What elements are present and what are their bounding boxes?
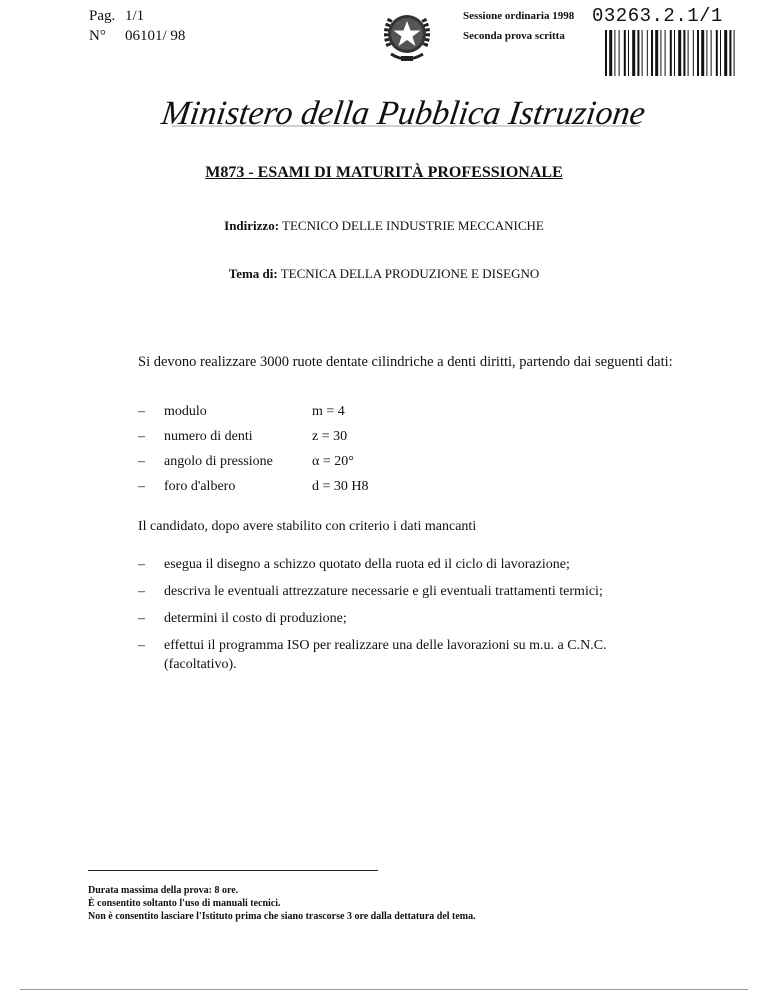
footnote-line: Durata massima della prova: 8 ore. xyxy=(88,885,239,896)
session-line: Sessione ordinaria 1998 xyxy=(463,10,575,22)
intro-paragraph: Si devono realizzare 3000 ruote dentate cilindriche a denti diritti, partendo dai seguenti dati: xyxy=(138,354,673,370)
footnotes xyxy=(88,884,476,923)
exam-title-text: M873 - ESAMI DI MATURITÀ PROFESSIONALE xyxy=(205,164,563,181)
page-label: Pag. xyxy=(89,8,116,24)
parameter-row xyxy=(138,479,538,504)
page-number: 1/1 xyxy=(125,8,145,24)
parameter-list xyxy=(138,404,538,504)
ministry-title xyxy=(0,88,768,136)
task-item xyxy=(138,609,678,628)
parameter-row xyxy=(138,454,538,479)
tema-line xyxy=(0,266,768,282)
list-dash: – xyxy=(138,479,145,494)
parameter-label: angolo di pressione xyxy=(164,454,273,469)
parameter-value: z = 30 xyxy=(312,429,348,444)
task-text: determini il costo di produzione; xyxy=(164,611,347,626)
footnote-line: È consentito soltanto l'uso di manuali tecnici. xyxy=(88,898,281,909)
task-item xyxy=(138,555,678,574)
task-item xyxy=(138,636,678,674)
parameter-label: modulo xyxy=(164,404,207,419)
republic-emblem-icon xyxy=(379,4,435,68)
footnote-line: Non è consentito lasciare l'Istituto prima che siano trascorse 3 ore dalla dettatura del tema. xyxy=(88,911,476,922)
page-bottom-rule xyxy=(20,989,748,990)
list-dash: – xyxy=(138,404,145,419)
parameter-label: foro d'albero xyxy=(164,479,236,494)
indirizzo-line xyxy=(0,218,768,234)
parameter-row xyxy=(138,429,538,454)
tema-label: Tema di: xyxy=(228,266,278,281)
candidate-line: Il candidato, dopo avere stabilito con criterio i dati mancanti xyxy=(138,519,477,534)
parameter-label: numero di denti xyxy=(164,429,253,444)
list-dash: – xyxy=(138,557,145,572)
ministry-title-text: Ministero della Pubblica Istruzione xyxy=(159,95,648,132)
task-text: descriva le eventuali attrezzature necessarie e gli eventuali trattamenti termici; xyxy=(164,584,603,599)
parameter-value: m = 4 xyxy=(312,404,345,419)
indirizzo-label: Indirizzo: xyxy=(224,218,280,233)
list-dash: – xyxy=(138,611,145,626)
list-dash: – xyxy=(138,638,145,653)
list-dash: – xyxy=(138,429,145,444)
parameter-row xyxy=(138,404,538,429)
task-list xyxy=(138,555,678,682)
list-dash: – xyxy=(138,454,145,469)
list-dash: – xyxy=(138,584,145,599)
protocol-number: 06101/ 98 xyxy=(125,28,186,44)
exam-title xyxy=(0,164,768,182)
footnote-divider xyxy=(88,870,378,871)
task-text: effettui il programma ISO per realizzare una delle lavorazioni su m.u. a C.N.C. (facoltativo). xyxy=(164,638,607,672)
document-code: 03263.2.1/1 xyxy=(592,5,723,27)
protocol-label: N° xyxy=(89,28,106,44)
tema-value: TECNICA DELLA PRODUZIONE E DISEGNO xyxy=(280,266,540,281)
task-text: esegua il disegno a schizzo quotato della ruota ed il ciclo di lavorazione; xyxy=(164,557,570,572)
parameter-value: d = 30 H8 xyxy=(312,479,369,494)
session-info xyxy=(463,9,574,49)
task-item xyxy=(138,582,678,601)
barcode-icon xyxy=(605,30,737,76)
test-line: Seconda prova scritta xyxy=(463,30,565,42)
parameter-value: α = 20° xyxy=(312,454,354,469)
page-reference xyxy=(89,6,185,46)
indirizzo-value: TECNICO DELLE INDUSTRIE MECCANICHE xyxy=(282,218,544,233)
